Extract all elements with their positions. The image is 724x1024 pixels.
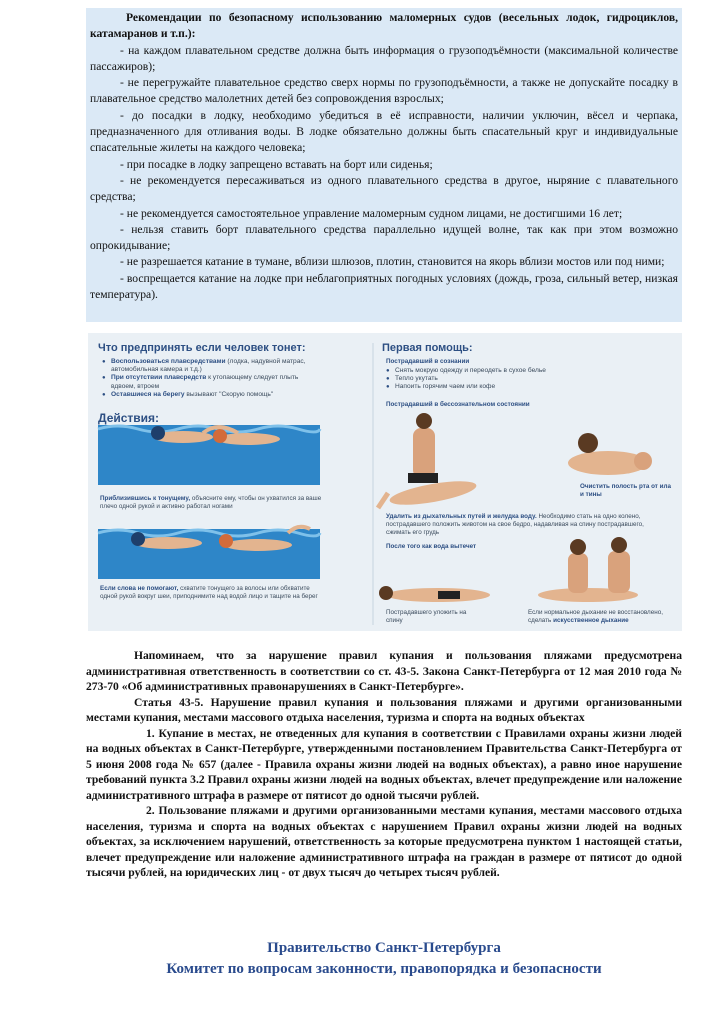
recommendation-item: - не рекомендуется пересаживаться из одного плавательного средства в другое, ныряние с плавательного средства; — [90, 173, 678, 204]
law-section — [86, 648, 682, 881]
first-aid-water-removal-illustration — [378, 413, 478, 510]
law-article: Статья 43-5. Нарушение правил купания и пользования пляжами и другими организованными местами купания, местами массового отдыха населения, туризма и спорта на водных объектах — [86, 695, 682, 724]
approach-caption: Приблизившись к тонущему, объясните ему, чтобы он ухватился за ваше плечо одной рукой и активно работал ногами — [100, 495, 322, 510]
list-item: ● Тепло укутать — [386, 375, 616, 383]
conscious-title: Пострадавший в сознании — [386, 358, 470, 365]
recommendation-item: - до посадки в лодку, необходимо убедиться в её исправности, наличии уключин, вёсел и черпака, предназначенного для отливания воды. В лодке обязательно должны быть спасательный круг и индивидуальные спасательные жилеты на каждого человека; — [90, 108, 678, 155]
footer-government: Правительство Санкт-Петербурга — [267, 940, 501, 956]
list-item: ● Снять мокрую одежду и переодеть в сухое белье — [386, 367, 616, 375]
lay-back-caption: Пострадавшего уложить на спину — [386, 609, 467, 624]
recommendation-item: - не рекомендуется самостоятельное управление маломерным судном лицами, не достигшими 16 лет; — [120, 206, 623, 220]
law-point-1: 1. Купание в местах, не отведенных для купания в соответствии с Правилами охраны жизни людей на водных объектах в Санкт-Петербурге, утвержденными постановлением Правительства Санкт-Петербурга от 5 июня 2008 года № 657 (далее - Правила охраны жизни людей на водных объектах), а равно иное нарушение требований пункта 3.2 Правил охраны жизни людей на водных объектах, влечет предупреждение или наложение административного штрафа в размере от пятисот до одной тысячи рублей. — [86, 726, 682, 802]
list-item: ● При отсутствии плавсредств к утопающему следует плыть вдвоем, втроем — [102, 374, 322, 390]
swimming-rescue-illustration-1 — [98, 425, 320, 485]
first-aid-clean-mouth-illustration — [568, 433, 652, 475]
recommendation-item: - воспрещается катание на лодке при неблагоприятных погодных условиях (дождь, гроза, сильный ветер, низкая температура). — [90, 271, 678, 302]
conscious-list — [386, 367, 616, 392]
footer — [86, 938, 682, 980]
recommendation-item: - не перегружайте плавательное средство сверх нормы по грузоподъёмности, а также не допускайте посадку в плавательное средство малолетних детей без сопровождения взрослых; — [90, 76, 678, 106]
list-item: ● Оставшиеся на берегу вызывают "Скорую помощь" — [102, 391, 322, 399]
actions-title: Действия: — [98, 411, 160, 425]
footer-committee: Комитет по вопросам законности, правопорядка и безопасности — [166, 961, 602, 977]
recommendation-item: - нельзя ставить борт плавательного средства параллельно идущей волне, так как при этом возможно опрокидывание; — [90, 222, 678, 253]
recommendation-item: - на каждом плавательном средстве должна быть информация о грузоподъёмности (максимальной количестве пассажиров); — [90, 43, 678, 73]
drowning-title: Что предпринять если человек тонет: — [98, 342, 306, 354]
law-point-2: 2. Пользование пляжами и другими организованными местами купания, местами массового отдыха населения, туризма и спорта на водных объектах с нарушением Правил охраны жизни людей на водных объектах, за исключением нарушений, ответственность за которые предусмотрена пунктом 1 настоящей статьи, влечет предупреждение или наложение административного штрафа на граждан в размере от пятисот до одной тысячи рублей, на юридических лиц - от двух тысяч до четырех тысяч рублей. — [86, 804, 682, 879]
recommendations-box — [86, 8, 682, 322]
recommendations-title: Рекомендации по безопасному использованию маломерных судов (весельных лодок, гидроциклов, катамаранов и т.п.): — [90, 11, 678, 41]
first-aid-title: Первая помощь: — [382, 342, 473, 354]
first-aid-lay-back-illustration — [379, 586, 490, 602]
unconscious-title: Пострадавший в бессознательном состоянии — [386, 401, 530, 408]
after-water-caption: После того как вода вытечет — [386, 543, 477, 550]
grab-caption: Если слова не помогают, схватите тонущего за волосы или обхватите одной рукой вокруг шеи, приподнимите над водой лицо и тащите на берег — [100, 585, 318, 600]
clean-mouth-caption: Очистить полость рта от ила и тины — [580, 483, 671, 498]
law-reminder: Напоминаем, что за нарушение правил купания и пользования пляжами предусмотрена административная ответственность в соответствии со ст. 43-5. Закона Санкт-Петербурга от 12 мая 2010 года № 273-70 «Об административных правонарушениях в Санкт-Петербурге». — [86, 649, 682, 693]
list-item: ● Напоить горячим чаем или кофе — [386, 383, 616, 391]
list-item: ● Воспользоваться плавсредствами (лодка, надувной матрас, автомобильная камера и т.д.) — [102, 358, 322, 374]
remove-water-caption: Удалить из дыхательных путей и желудка воду. Необходимо стать на одно колено, пострадавшего положить животом на свое бедро, надавливая на спину пострадавшего, сжимать его грудь — [386, 513, 644, 536]
cpr-caption: Если нормальное дыхание не восстановлено, сделать искусственное дыхание — [528, 609, 663, 624]
recommendation-item: - при посадке в лодку запрещено вставать на борт или сиденья; — [120, 157, 433, 171]
recommendation-item: - не разрешается катание в тумане, вблизи шлюзов, плотин, становится на якорь вблизи мостов или под ними; — [120, 255, 665, 269]
rescue-infographic — [88, 333, 682, 631]
drowning-list — [102, 358, 322, 399]
swimming-rescue-illustration-2 — [98, 527, 320, 579]
first-aid-cpr-illustration — [538, 537, 638, 602]
